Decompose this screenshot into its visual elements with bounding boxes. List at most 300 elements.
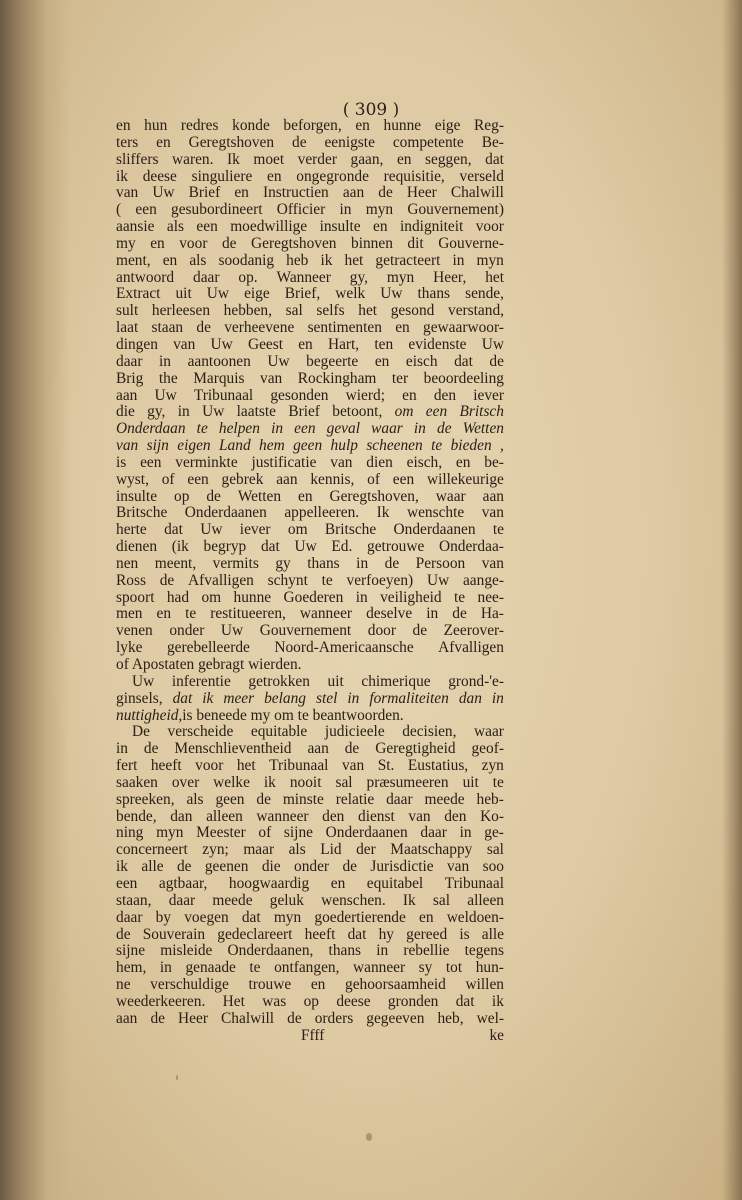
word: Afvalligen xyxy=(438,639,504,657)
word: Het xyxy=(222,992,245,1010)
word: equitable xyxy=(250,723,308,741)
word: Uw xyxy=(267,352,290,370)
word: Uw xyxy=(380,285,403,303)
text-segment: is beneede my om te beantwoorden. xyxy=(182,706,404,724)
text-line xyxy=(116,994,504,1011)
word: en xyxy=(455,453,471,471)
word: gehoorsaamheid xyxy=(345,976,446,994)
word: aansie xyxy=(116,218,155,236)
text-line xyxy=(116,809,504,826)
word: en xyxy=(297,487,313,505)
word: Jurisdictie xyxy=(370,858,434,876)
word: in xyxy=(159,959,172,977)
word: over xyxy=(171,773,200,791)
word: hy xyxy=(378,925,394,943)
word: en xyxy=(298,335,313,353)
word: ik xyxy=(263,773,276,791)
word: de xyxy=(196,319,211,337)
word: de xyxy=(287,1009,302,1027)
word: hunne xyxy=(233,588,272,606)
word: tegens xyxy=(464,942,504,960)
italic-segment: nuttigheid, xyxy=(116,706,183,724)
word: Instructien xyxy=(262,184,329,202)
word: Ik xyxy=(226,150,240,168)
word: Onderdaa- xyxy=(438,538,504,556)
word: de xyxy=(292,133,307,151)
word: en xyxy=(150,234,165,252)
word: Geregtshoven xyxy=(251,234,337,252)
word: geluk xyxy=(269,891,304,909)
word: veiligheid xyxy=(380,588,442,606)
word: kennis, xyxy=(310,470,355,488)
word: Brief, xyxy=(284,285,321,303)
word: het xyxy=(236,757,256,775)
word: der xyxy=(356,841,376,859)
word: den xyxy=(444,807,467,825)
word: Afvalligen xyxy=(188,571,254,589)
word: gereed xyxy=(406,925,448,943)
word: het xyxy=(485,268,504,286)
word: aan xyxy=(307,740,329,758)
word: by xyxy=(155,908,172,926)
word: sijne xyxy=(283,824,313,842)
text-line xyxy=(116,623,504,640)
word: moedwillige xyxy=(230,218,308,236)
word: sal xyxy=(335,773,353,791)
word: in xyxy=(339,201,352,219)
word: in xyxy=(413,420,426,438)
word: chimerique xyxy=(361,672,431,690)
word: in xyxy=(426,605,439,623)
word: Lid xyxy=(320,841,342,859)
word: Gouvernement xyxy=(259,622,352,640)
word: genaade xyxy=(185,959,236,977)
text-line xyxy=(116,792,504,809)
word: die xyxy=(116,403,135,421)
word: laatste xyxy=(236,403,276,421)
word: bende, xyxy=(116,807,157,825)
word: en xyxy=(310,976,326,994)
word: zyn xyxy=(481,757,504,775)
word: en xyxy=(162,251,178,269)
text-line xyxy=(116,876,504,893)
word: weederkeeren. xyxy=(116,992,206,1010)
word: sult xyxy=(116,302,139,320)
word: daar xyxy=(193,268,220,286)
word: de xyxy=(452,605,467,623)
word: inferentie xyxy=(171,672,231,690)
word: geen xyxy=(293,437,323,455)
word: de xyxy=(206,487,221,505)
text-line xyxy=(116,758,504,775)
word: dat xyxy=(172,689,193,707)
word: om xyxy=(287,521,308,539)
word: verschuldige xyxy=(150,976,229,994)
word: (ik xyxy=(171,538,189,556)
word: dan xyxy=(170,807,193,825)
word: sy xyxy=(418,959,433,977)
word: Heer xyxy=(406,184,437,202)
word: eenigste xyxy=(324,133,375,151)
word: antwoord xyxy=(116,268,175,286)
text-line xyxy=(116,842,504,859)
word: formaliteiten xyxy=(369,689,449,707)
word: scheenen xyxy=(366,437,423,455)
word: in xyxy=(376,942,389,960)
word: voegen xyxy=(184,908,229,926)
word: stel xyxy=(315,689,338,707)
word: Gouvernement) xyxy=(407,201,504,219)
word: Uw xyxy=(220,622,244,640)
word: helpen xyxy=(218,420,260,438)
word: een xyxy=(294,420,316,438)
word: en xyxy=(156,133,171,151)
text-line xyxy=(116,202,504,219)
text-line xyxy=(116,977,504,994)
word: Britsch xyxy=(459,403,504,421)
text-line xyxy=(116,286,504,303)
word: Onderdaanen, xyxy=(227,942,314,960)
word: van xyxy=(260,369,283,387)
word: de xyxy=(412,622,428,640)
word: wyst, xyxy=(116,470,149,488)
word: gesubordineert xyxy=(171,201,263,219)
word: gewaarwoor- xyxy=(423,319,504,337)
word: het xyxy=(344,251,364,269)
word: om xyxy=(201,588,222,606)
word: was xyxy=(262,992,287,1010)
word: van xyxy=(173,335,196,353)
word: in xyxy=(459,824,472,842)
page-edge xyxy=(722,0,742,1200)
word: ne xyxy=(116,976,131,994)
word: hun xyxy=(144,117,168,134)
word: ongegronde xyxy=(296,167,369,185)
word: bieden xyxy=(450,437,492,455)
word: en xyxy=(402,386,417,404)
word: Reg- xyxy=(474,117,504,134)
word: hem xyxy=(259,437,285,455)
word: van xyxy=(481,504,504,522)
page-number: ( 309 ) xyxy=(342,100,400,120)
word: verseld xyxy=(459,167,504,185)
word: en xyxy=(267,167,282,185)
text-line xyxy=(116,185,504,202)
word: iever xyxy=(473,386,504,404)
text-line xyxy=(116,590,504,607)
word: de xyxy=(176,858,192,876)
word: goedertierende xyxy=(314,908,406,926)
word: geen xyxy=(215,790,245,808)
word: getracteert xyxy=(375,251,441,269)
word: Ha- xyxy=(480,605,504,623)
word: restitueeren, xyxy=(210,605,286,623)
word: te xyxy=(321,571,333,589)
word: Onderdaanen xyxy=(325,824,408,842)
word: decisien, xyxy=(402,723,457,741)
word: te xyxy=(196,420,208,438)
word: heeft xyxy=(150,757,182,775)
word: staan, xyxy=(116,891,152,909)
word: , xyxy=(500,437,504,455)
word: welke xyxy=(213,773,250,791)
word: te xyxy=(185,605,197,623)
text-line xyxy=(116,472,504,489)
word: de xyxy=(256,790,271,808)
text-line xyxy=(116,438,504,455)
word: getrokken xyxy=(248,672,310,690)
word: hoogwaardig xyxy=(228,874,310,892)
word: deese xyxy=(336,992,371,1010)
word: in xyxy=(491,689,504,707)
word: ten xyxy=(374,335,394,353)
word: verheevene xyxy=(224,319,295,337)
word: vermits xyxy=(212,554,259,572)
word: verscheide xyxy=(167,723,234,741)
word: schynt xyxy=(267,571,308,589)
word: wanneer xyxy=(256,807,309,825)
word: uit xyxy=(462,773,479,791)
word: daar xyxy=(386,790,413,808)
word: alle xyxy=(141,858,164,876)
word: verder xyxy=(297,150,337,168)
word: is xyxy=(459,925,470,943)
word: Persoon xyxy=(415,554,466,572)
word: myn xyxy=(365,201,394,219)
word: eisch xyxy=(405,352,438,370)
text-line xyxy=(116,910,504,927)
word: hulp xyxy=(330,437,358,455)
word: alle xyxy=(481,925,504,943)
word: Zeerover- xyxy=(443,622,504,640)
word: Noord-Americaansche xyxy=(274,639,414,657)
text-line xyxy=(116,960,504,977)
word: beforgen, xyxy=(283,117,342,134)
word: gegeeven xyxy=(366,1009,425,1027)
word: dat xyxy=(454,352,473,370)
word: laat xyxy=(116,319,139,337)
text-segment: of Apostaten gebragt wierden. xyxy=(116,656,302,673)
word: sliffers xyxy=(116,150,159,168)
word: spreeken, xyxy=(116,790,175,808)
word: hun- xyxy=(475,959,504,977)
word: the xyxy=(158,369,178,387)
word: ( xyxy=(116,201,122,219)
word: een xyxy=(392,470,415,488)
text-line xyxy=(116,354,504,371)
word: thans xyxy=(307,554,340,572)
word: Brief xyxy=(188,184,221,202)
word: soodanig xyxy=(218,251,275,269)
word: onder xyxy=(294,858,330,876)
word: de xyxy=(143,740,159,758)
word: aan xyxy=(482,487,504,505)
word: Geregtshoven, xyxy=(329,487,419,505)
word: seggen, xyxy=(425,150,472,168)
word: dat xyxy=(347,925,367,943)
word: is xyxy=(116,453,127,471)
word: insulte xyxy=(319,218,361,236)
body-text xyxy=(116,118,504,1028)
word: heb- xyxy=(476,790,504,808)
word: getrouwe xyxy=(367,538,425,556)
word: dat xyxy=(260,538,280,556)
text-line xyxy=(116,859,504,876)
word: de xyxy=(344,740,360,758)
word: Uw xyxy=(152,184,175,202)
word: in xyxy=(355,588,368,606)
word: thans xyxy=(328,942,362,960)
word: Wetten xyxy=(237,487,282,505)
word: wierd; xyxy=(345,386,385,404)
word: binnen xyxy=(351,234,393,252)
word: indigniteit xyxy=(400,218,464,236)
word: Uw xyxy=(206,285,230,303)
word: eige xyxy=(434,117,461,134)
ink-spot xyxy=(176,1075,178,1080)
word: minste xyxy=(282,790,324,808)
word: wenschen. xyxy=(321,891,386,909)
word: in xyxy=(159,352,172,370)
word: geenen xyxy=(204,858,249,876)
word: præsumeeren xyxy=(366,773,449,791)
word: St. xyxy=(377,757,395,775)
word: myn xyxy=(476,251,504,269)
word: Extract xyxy=(116,285,161,303)
text-line xyxy=(116,724,504,741)
word: soo xyxy=(482,858,504,876)
word: en xyxy=(373,218,388,236)
word: deese xyxy=(142,167,177,185)
word: voor xyxy=(475,218,504,236)
word: Onderdaanen xyxy=(393,521,476,539)
word: waren. xyxy=(172,150,214,168)
word: dat xyxy=(485,150,504,168)
word: een xyxy=(135,201,157,219)
word: herleesen xyxy=(151,302,211,320)
word: myn xyxy=(386,268,415,286)
word: welk xyxy=(335,285,366,303)
word: nen xyxy=(116,554,139,572)
word: judicieele xyxy=(324,723,385,741)
word: alleen xyxy=(467,891,504,909)
word: ik xyxy=(320,251,333,269)
word: als xyxy=(288,841,306,859)
word: of xyxy=(367,470,380,488)
word: dienst xyxy=(358,807,395,825)
word: aan xyxy=(116,1009,138,1027)
word: nooit xyxy=(289,773,322,791)
text-line xyxy=(116,253,504,270)
word: redres xyxy=(180,117,219,134)
word: eige xyxy=(244,285,270,303)
word: orders xyxy=(314,1009,354,1027)
word: gy xyxy=(275,554,291,572)
word: onder xyxy=(169,622,205,640)
word: aan xyxy=(276,470,298,488)
word: myn xyxy=(273,908,302,926)
text-line xyxy=(116,573,504,590)
word: gronden xyxy=(387,992,439,1010)
word: meede xyxy=(212,891,253,909)
word: Rockingham xyxy=(297,369,377,387)
word: rebellie xyxy=(403,942,450,960)
word: en xyxy=(234,184,249,202)
word: een xyxy=(140,453,162,471)
word: op. xyxy=(238,268,258,286)
word: het xyxy=(358,302,378,320)
word: gedeclareert xyxy=(217,925,293,943)
word: verstand, xyxy=(448,302,504,320)
word: Uw xyxy=(202,403,225,421)
word: een xyxy=(425,403,448,421)
word: saaken xyxy=(116,773,158,791)
word: Tribunaal xyxy=(269,757,329,775)
word: Brief xyxy=(288,403,320,421)
word: requisitie, xyxy=(383,167,445,185)
word: op xyxy=(174,487,190,505)
word: iever xyxy=(239,521,271,539)
word: Uw xyxy=(154,386,177,404)
word: sal xyxy=(486,841,504,859)
word: daar xyxy=(420,824,447,842)
word: Geregtshoven xyxy=(188,133,275,151)
text-line xyxy=(116,505,504,522)
word: zyn; xyxy=(202,841,229,859)
word: gesonden xyxy=(270,386,329,404)
word: maar xyxy=(243,841,275,859)
word: Chalwill xyxy=(450,184,504,202)
word: den xyxy=(322,807,345,825)
word: wel- xyxy=(476,1009,504,1027)
word: ters xyxy=(116,133,139,151)
text-line xyxy=(116,371,504,388)
word: of xyxy=(258,824,272,842)
word: my xyxy=(116,234,136,252)
word: Britsche xyxy=(324,521,377,539)
word: van xyxy=(116,437,139,455)
word: en xyxy=(355,117,370,134)
text-line xyxy=(116,927,504,944)
text-line xyxy=(116,169,504,186)
word: dat xyxy=(241,908,261,926)
word: aan xyxy=(342,184,365,202)
word: Uw xyxy=(200,521,223,539)
word: als xyxy=(186,790,204,808)
text-line xyxy=(116,219,504,236)
word: de xyxy=(150,1009,165,1027)
text-line xyxy=(116,135,504,152)
word: begryp xyxy=(203,538,247,556)
word: Onderdaan xyxy=(116,420,186,438)
word: de xyxy=(159,571,175,589)
word: Eustatius, xyxy=(407,757,469,775)
word: een xyxy=(196,218,218,236)
word: ik xyxy=(202,689,214,707)
word: willen xyxy=(465,976,504,994)
text-line xyxy=(116,775,504,792)
word: en xyxy=(156,605,172,623)
word: equitabel xyxy=(366,874,424,892)
word: te xyxy=(454,588,466,606)
word: meede xyxy=(424,790,465,808)
word: aan xyxy=(116,386,138,404)
word: spoort xyxy=(116,588,155,606)
word: van xyxy=(330,453,353,471)
word: van xyxy=(408,807,431,825)
word: hunne xyxy=(383,117,422,134)
word: de xyxy=(221,234,237,252)
